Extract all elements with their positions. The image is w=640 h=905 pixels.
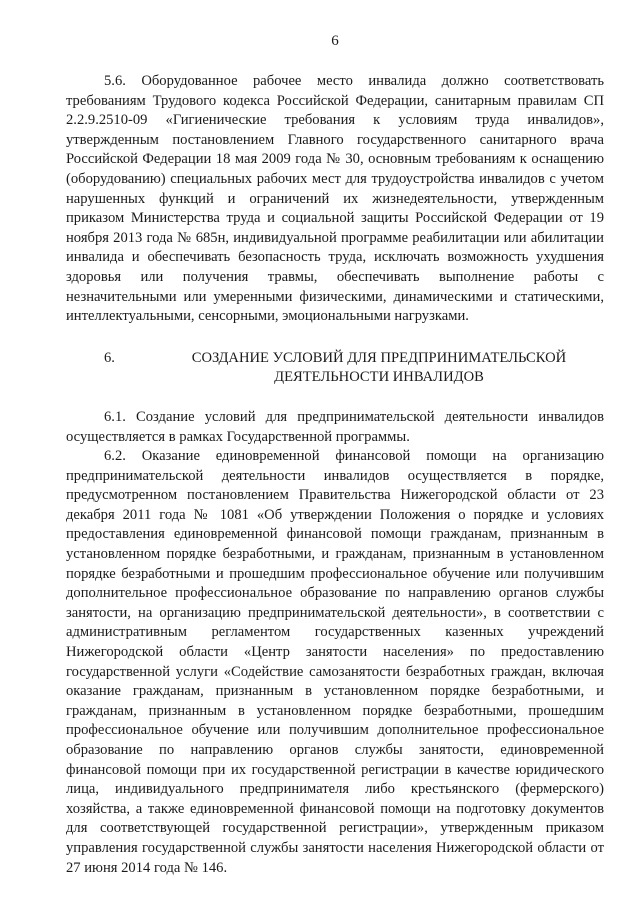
paragraph-6-2: 6.2. Оказание единовременной финансовой помощи на организацию предпринимательской деятельности инвалидов осуществляется в порядке, предусмотренном постановлением Правительства Нижегородской области от 23 декабря 2011 года № 1081 «Об утверждении Положения о порядке и условиях предоставления единовременной финансовой помощи гражданам, признанным в установленном порядке безработными, и гражданам, признанным в установленном порядке безработными и прошедшим профессиональное обучение или получившим дополнительное профессиональное образование по направлению органов службы занятости, на организацию предпринимательской деятельности», в соответствии с административным регламентом государственных казенных учреждений Нижегородской области «Центр занятости населения» по предоставлению государственной услуги «Содействие самозанятости безработных граждан, включая оказание гражданам, признанным в установленном порядке безработными, и гражданам, признанным в установленном порядке безработными, прошедшим профессиональное обучение или получившим дополнительное профессиональное образование по направлению органов службы занятости, единовременной финансовой помощи при их государственной регистрации в качестве юридического лица, индивидуального предпринимателя либо крестьянского (фермерского) хозяйства, а также единовременной финансовой помощи на подготовку документов для соответствующей государственной регистрации», утвержденным приказом управления государственной службы занятости населения Нижегородской области от 27 июня 2014 года № 146. <box>66 448 604 876</box>
page-number: 6 <box>331 33 339 49</box>
paragraph-5-6: 5.6. Оборудованное рабочее место инвалида должно соответствовать требованиям Трудового кодекса Российской Федерации, санитарным правилам СП 2.2.9.2510-09 «Гигиенические требования к условиям труда инвалидов», утвержденным постановлением Главного государственного санитарного врача Российской Федерации 18 мая 2009 года № 30, основным требованиям к оснащению (оборудованию) специальных рабочих мест для трудоустройства инвалидов с учетом нарушенных функций и ограничений их жизнедеятельности, утвержденным приказом Министерства труда и социальной защиты Российской Федерации от 19 ноября 2013 года № 685н, индивидуальной программе реабилитации или абилитации инвалида и обеспечивать безопасность труда, исключать возможность ухудшения здоровья или получения травмы, обеспечивать выполнение работы с незначительными или умеренными физическими, динамическими и статическими, интеллектуальными, сенсорными, эмоциональными нагрузками. <box>66 73 604 325</box>
paragraph-6-1: 6.1. Создание условий для предпринимательской деятельности инвалидов осуществляется в рамках Государственной программы. <box>66 408 604 445</box>
section-6-title-line-1: СОЗДАНИЕ УСЛОВИЙ ДЛЯ ПРЕДПРИНИМАТЕЛЬСКОЙ <box>191 349 567 366</box>
section-6-number: 6. <box>104 349 115 366</box>
section-6-heading <box>66 349 604 388</box>
section-6-title-line-2: ДЕЯТЕЛЬНОСТИ ИНВАЛИДОВ <box>274 369 484 386</box>
section-6-title <box>154 349 604 388</box>
